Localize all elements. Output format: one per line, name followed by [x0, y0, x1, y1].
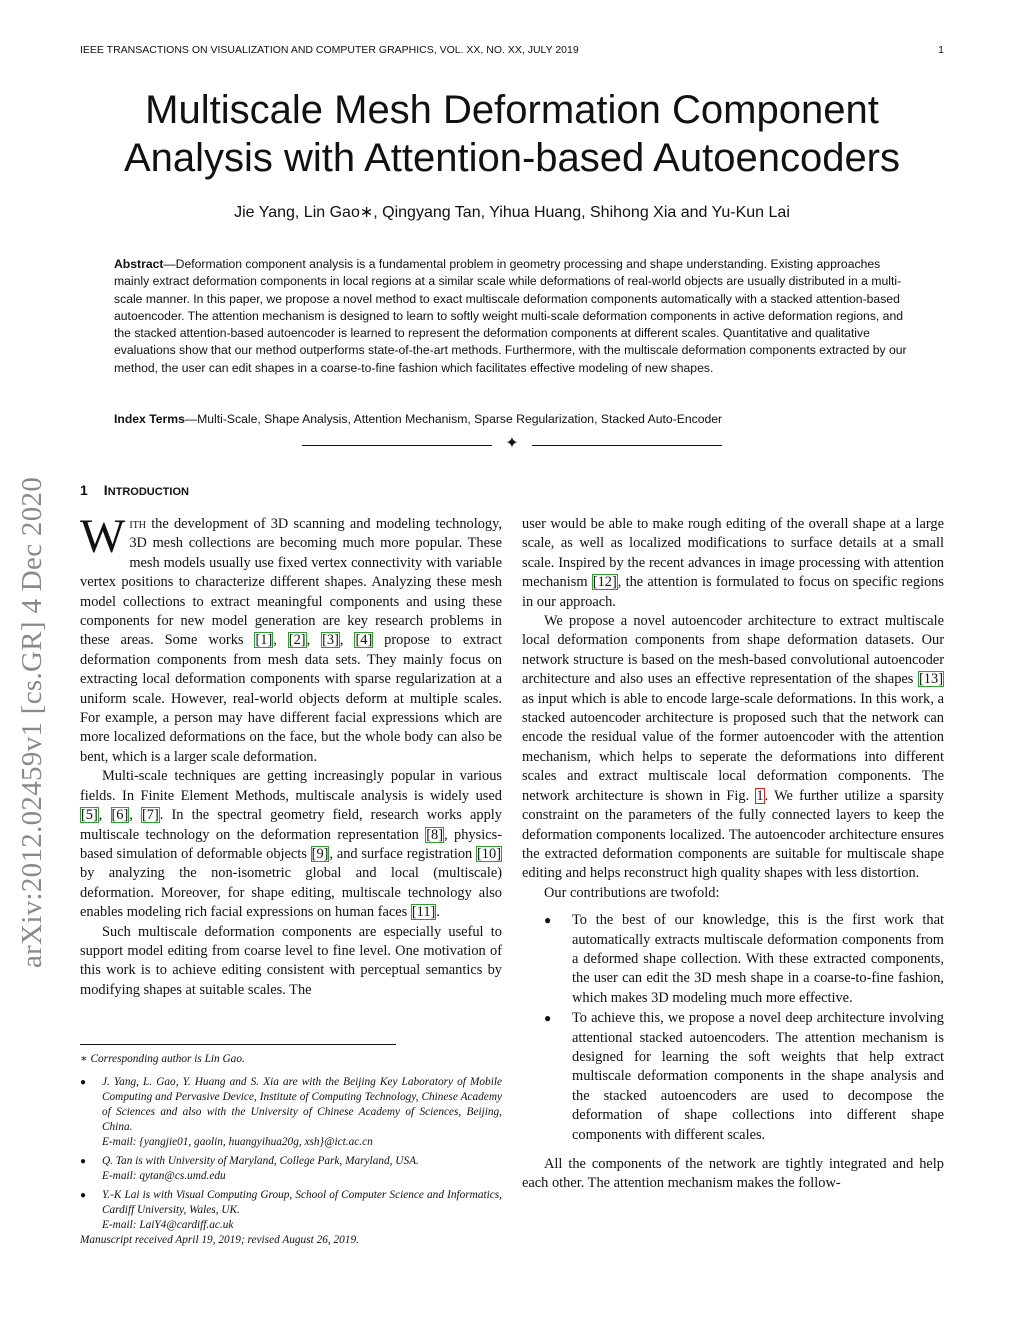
citation-link[interactable]: [9] [311, 845, 329, 862]
affiliation-text: J. Yang, L. Gao, Y. Huang and S. Xia are with the Beijing Key Laboratory of Mobile Computing and Pervasive Device, Institute of Computing Technology, Chinese Academy of Sciences and also with the University of Chinese Academy of Sciences, Beijing, China. [102, 1076, 502, 1133]
drop-cap: W [80, 510, 126, 563]
bullet-icon: ● [544, 1011, 552, 1026]
citation-link[interactable]: [4] [355, 632, 373, 649]
text-run: . [436, 904, 440, 921]
affiliation-note [80, 1154, 502, 1184]
section-title-first: I [103, 482, 108, 498]
affiliation-note [80, 1075, 502, 1150]
arxiv-watermark: arXiv:2012.02459v1 [cs.GR] 4 Dec 2020 [16, 476, 48, 968]
title-line-1: Multiscale Mesh Deformation Component [145, 88, 879, 132]
intro-paragraph-2: Multi-scale techniques are getting increasingly popular in various fields. In Finite Element Methods, multiscale analysis is widely used [5], [6], [7]. In the spectral geometry field, research works apply multiscale technology on the deformation representation [8], physics-based simulation of deformable objects [9], and surface registration [10] by analyzing the non-isometric global and local (multiscale) deformation. Moreover, for shape editing, multiscale technology also enables modeling rich facial expressions on human faces [11]. [80, 768, 503, 921]
corresponding-author-note: ∗ Corresponding author is Lin Gao. [80, 1053, 245, 1065]
manuscript-dates: Manuscript received April 19, 2019; revised August 26, 2019. [80, 1234, 359, 1246]
text-run: the development of 3D scanning and modeling technology, 3D mesh collections are becoming much more popular. These mesh models usually use fixed vertex connectivity with variable vertex positions to characterize different shapes. Analyzing these mesh model collections to extract meaningful components and using these components for new model generation are key research problems in these areas. Some works [80, 516, 502, 649]
affiliation-text: Q. Tan is with University of Maryland, College Park, Maryland, USA. [102, 1155, 419, 1167]
email-address: E-mail: {yangjie01, gaolin, huangyihua20g, xsh}@ict.ac.cn [102, 1136, 373, 1148]
text-run: We propose a novel autoencoder architecture to extract multiscale local deformation components from shape deformation datasets. Our network structure is based on the mesh-based convolutional autoencoder architecture and also uses an effective representation of the shapes [522, 613, 944, 688]
text-run: , physics-based simulation of deformable objects [80, 826, 503, 862]
text-run: by analyzing the non-isometric global and local (multiscale) deformation. Moreover, for shape editing, multiscale technology also enables modeling rich facial expressions on human faces [80, 865, 502, 921]
citation-link[interactable]: [12] [592, 574, 617, 591]
citation-link[interactable]: [6] [111, 807, 129, 824]
citation-link[interactable]: [5] [81, 807, 98, 824]
divider-star-icon: ✦ [505, 435, 519, 452]
section-heading [80, 482, 189, 498]
affiliation-note [80, 1188, 502, 1233]
text-run: user would be able to make rough editing of the overall shape at a large scale, as well as localized modifications to surface details at a small scale. Inspired by the recent advances in image processing with attention mechanism [522, 516, 944, 591]
paper-title [60, 86, 964, 182]
title-line-2: Analysis with Attention-based Autoencoders [123, 136, 901, 180]
running-header [80, 44, 944, 56]
figure-link[interactable]: 1 [756, 787, 764, 804]
bullet-icon: ● [80, 1077, 87, 1088]
intro-paragraph-4 [522, 515, 944, 612]
section-title-rest: NTRODUCTION [107, 486, 189, 498]
text-run: propose to extract deformation components from mesh data sets. They mainly focus on extracting local deformation components with sparse regularization at a uniform scale. However, real-world objects deform at multiple scales. For example, a person may have different facial expressions which are more localized deformations on the face, but the whole body can also be bent, which is a larger scale deformation. [80, 632, 502, 765]
left-column [80, 510, 503, 1000]
footnote-rule [80, 1044, 396, 1045]
text-run: as input which is able to encode large-scale deformations. In this work, a stacked autoencoder architecture is proposed such that the network can encode the residual value of the former autoencoder with the attention mechanism, which helps to seperate the deformations into different scales and extract multiscale local deformation components. The network architecture is shown in Fig. [522, 690, 944, 804]
text-run: . In the spectral geometry field, research works apply multiscale technology on the deformation representation [80, 807, 502, 843]
intro-paragraph-5 [522, 612, 944, 884]
abstract-label: Abstract [114, 257, 164, 271]
email-address: E-mail: qytan@cs.umd.edu [102, 1170, 226, 1182]
list-item [522, 911, 944, 1008]
list-item-text: To achieve this, we propose a novel deep architecture involving attentional stacked autoencoders. The attention mechanism is designed for learning the soft weights that help extract multiscale deformation components in the shape analysis and the stacked autoencoders are used to decompose the deformation of shape collections into different shape components with different scales. [572, 1010, 944, 1143]
citation-link[interactable]: [7] [142, 807, 159, 824]
citation-link[interactable]: [8] [426, 826, 444, 843]
citation-link[interactable]: [13] [919, 671, 943, 688]
citation-link[interactable]: [1] [255, 632, 273, 649]
page-number: 1 [938, 44, 944, 56]
author-list: Jie Yang, Lin Gao∗, Qingyang Tan, Yihua Huang, Shihong Xia and Yu-Kun Lai [234, 204, 790, 221]
intro-paragraph-1: With the development of 3D scanning and modeling technology, 3D mesh collections are becoming much more popular. These mesh models usually use fixed vertex connectivity with variable vertex positions to characterize different shapes. Analyzing these mesh model collections to extract meaningful components and using these components for new model generation are key research problems in these areas. Some works [1], [2], [3], [4] propose to extract deformation components from mesh data sets. They mainly focus on extracting local deformation components with sparse regularization at a uniform scale. However, real-world objects deform at multiple scales. For example, a person may have different facial expressions which are more localized deformations on the face, but the whole body can also be bent, which is a larger scale deformation. [80, 510, 502, 765]
contributions-intro: Our contributions are twofold: [544, 884, 720, 901]
text-run: . We further utilize a sparsity constraint on the parameters of the fully connected layers to keep the deformation components localized. The autoencoder architecture ensures the extracted deformation components are suitable for multiscale shape editing and helps reconstruct high quality shapes with less distortion. [522, 787, 944, 882]
footnotes [80, 1052, 502, 1237]
bullet-icon: ● [80, 1156, 87, 1167]
divider-line-left [302, 445, 492, 446]
journal-name: IEEE TRANSACTIONS ON VISUALIZATION AND COMPUTER GRAPHICS, VOL. XX, NO. XX, JULY 2019 [80, 44, 579, 56]
citation-link[interactable]: [3] [322, 632, 339, 649]
abstract-text: —Deformation component analysis is a fundamental problem in geometry processing and shape understanding. Existing approaches mainly extract deformation components in local regions at a similar scale while deformations of real-world objects are usually distributed in a multi-scale manner. In this paper, we propose a novel method to exact multiscale deformation components automatically with a stacked attention-based autoencoder. The attention mechanism is designed to learn to softly weight multi-scale deformation components in active deformation regions, and the stacked attention-based autoencoder is learned to represent the deformation components at different scales. Quantitative and qualitative evaluations show that our method outperforms state-of-the-art methods. Furthermore, with the multiscale deformation components extracted by our method, the user can edit shapes in a coarse-to-fine fashion which facilitates effective modeling of new shapes. [114, 257, 907, 375]
intro-paragraph-6: All the components of the network are tightly integrated and help each other. The attention mechanism makes the follow- [522, 1156, 944, 1192]
section-divider [302, 437, 722, 453]
citation-link[interactable]: [10] [477, 845, 501, 862]
bullet-icon: ● [80, 1190, 87, 1201]
intro-paragraph-3: Such multiscale deformation components are especially useful to support model editing from coarse level to fine level. One motivation of this work is to achieve editing consistent with perceptual semantics by modifying shapes at suitable scales. The [80, 923, 502, 998]
bullet-icon: ● [544, 913, 552, 928]
divider-line-right [532, 445, 722, 446]
contributions-list [522, 911, 944, 1145]
list-item [522, 1009, 944, 1145]
opening-smallcaps: ith [129, 516, 146, 532]
text-run: , and surface registration [329, 845, 477, 862]
index-terms-text: —Multi-Scale, Shape Analysis, Attention Mechanism, Sparse Regularization, Stacked Auto-Encoder [184, 412, 723, 426]
right-column [522, 515, 944, 1194]
text-run: Multi-scale techniques are getting increasingly popular in various fields. In Finite Element Methods, multiscale analysis is widely used [80, 768, 502, 804]
index-terms-label: Index Terms [114, 412, 185, 426]
text-run: , the attention is formulated to focus on specific regions in our approach. [522, 574, 944, 610]
citation-link[interactable]: [11] [411, 904, 436, 921]
section-number: 1 [80, 482, 88, 498]
affiliation-text: Y.-K Lai is with Visual Computing Group, School of Computer Science and Informatics, Cardiff University, Wales, UK. [102, 1189, 502, 1216]
email-address: E-mail: LaiY4@cardiff.ac.uk [102, 1219, 234, 1231]
list-item-text: To the best of our knowledge, this is the first work that automatically extracts multiscale deformation components from a deformed shape collection. With these extracted components, the user can edit the 3D mesh shape in a coarse-to-fine fashion, which makes 3D modeling much more effective. [572, 912, 944, 1006]
index-terms [114, 412, 910, 426]
abstract [114, 256, 910, 377]
citation-link[interactable]: [2] [288, 632, 306, 649]
